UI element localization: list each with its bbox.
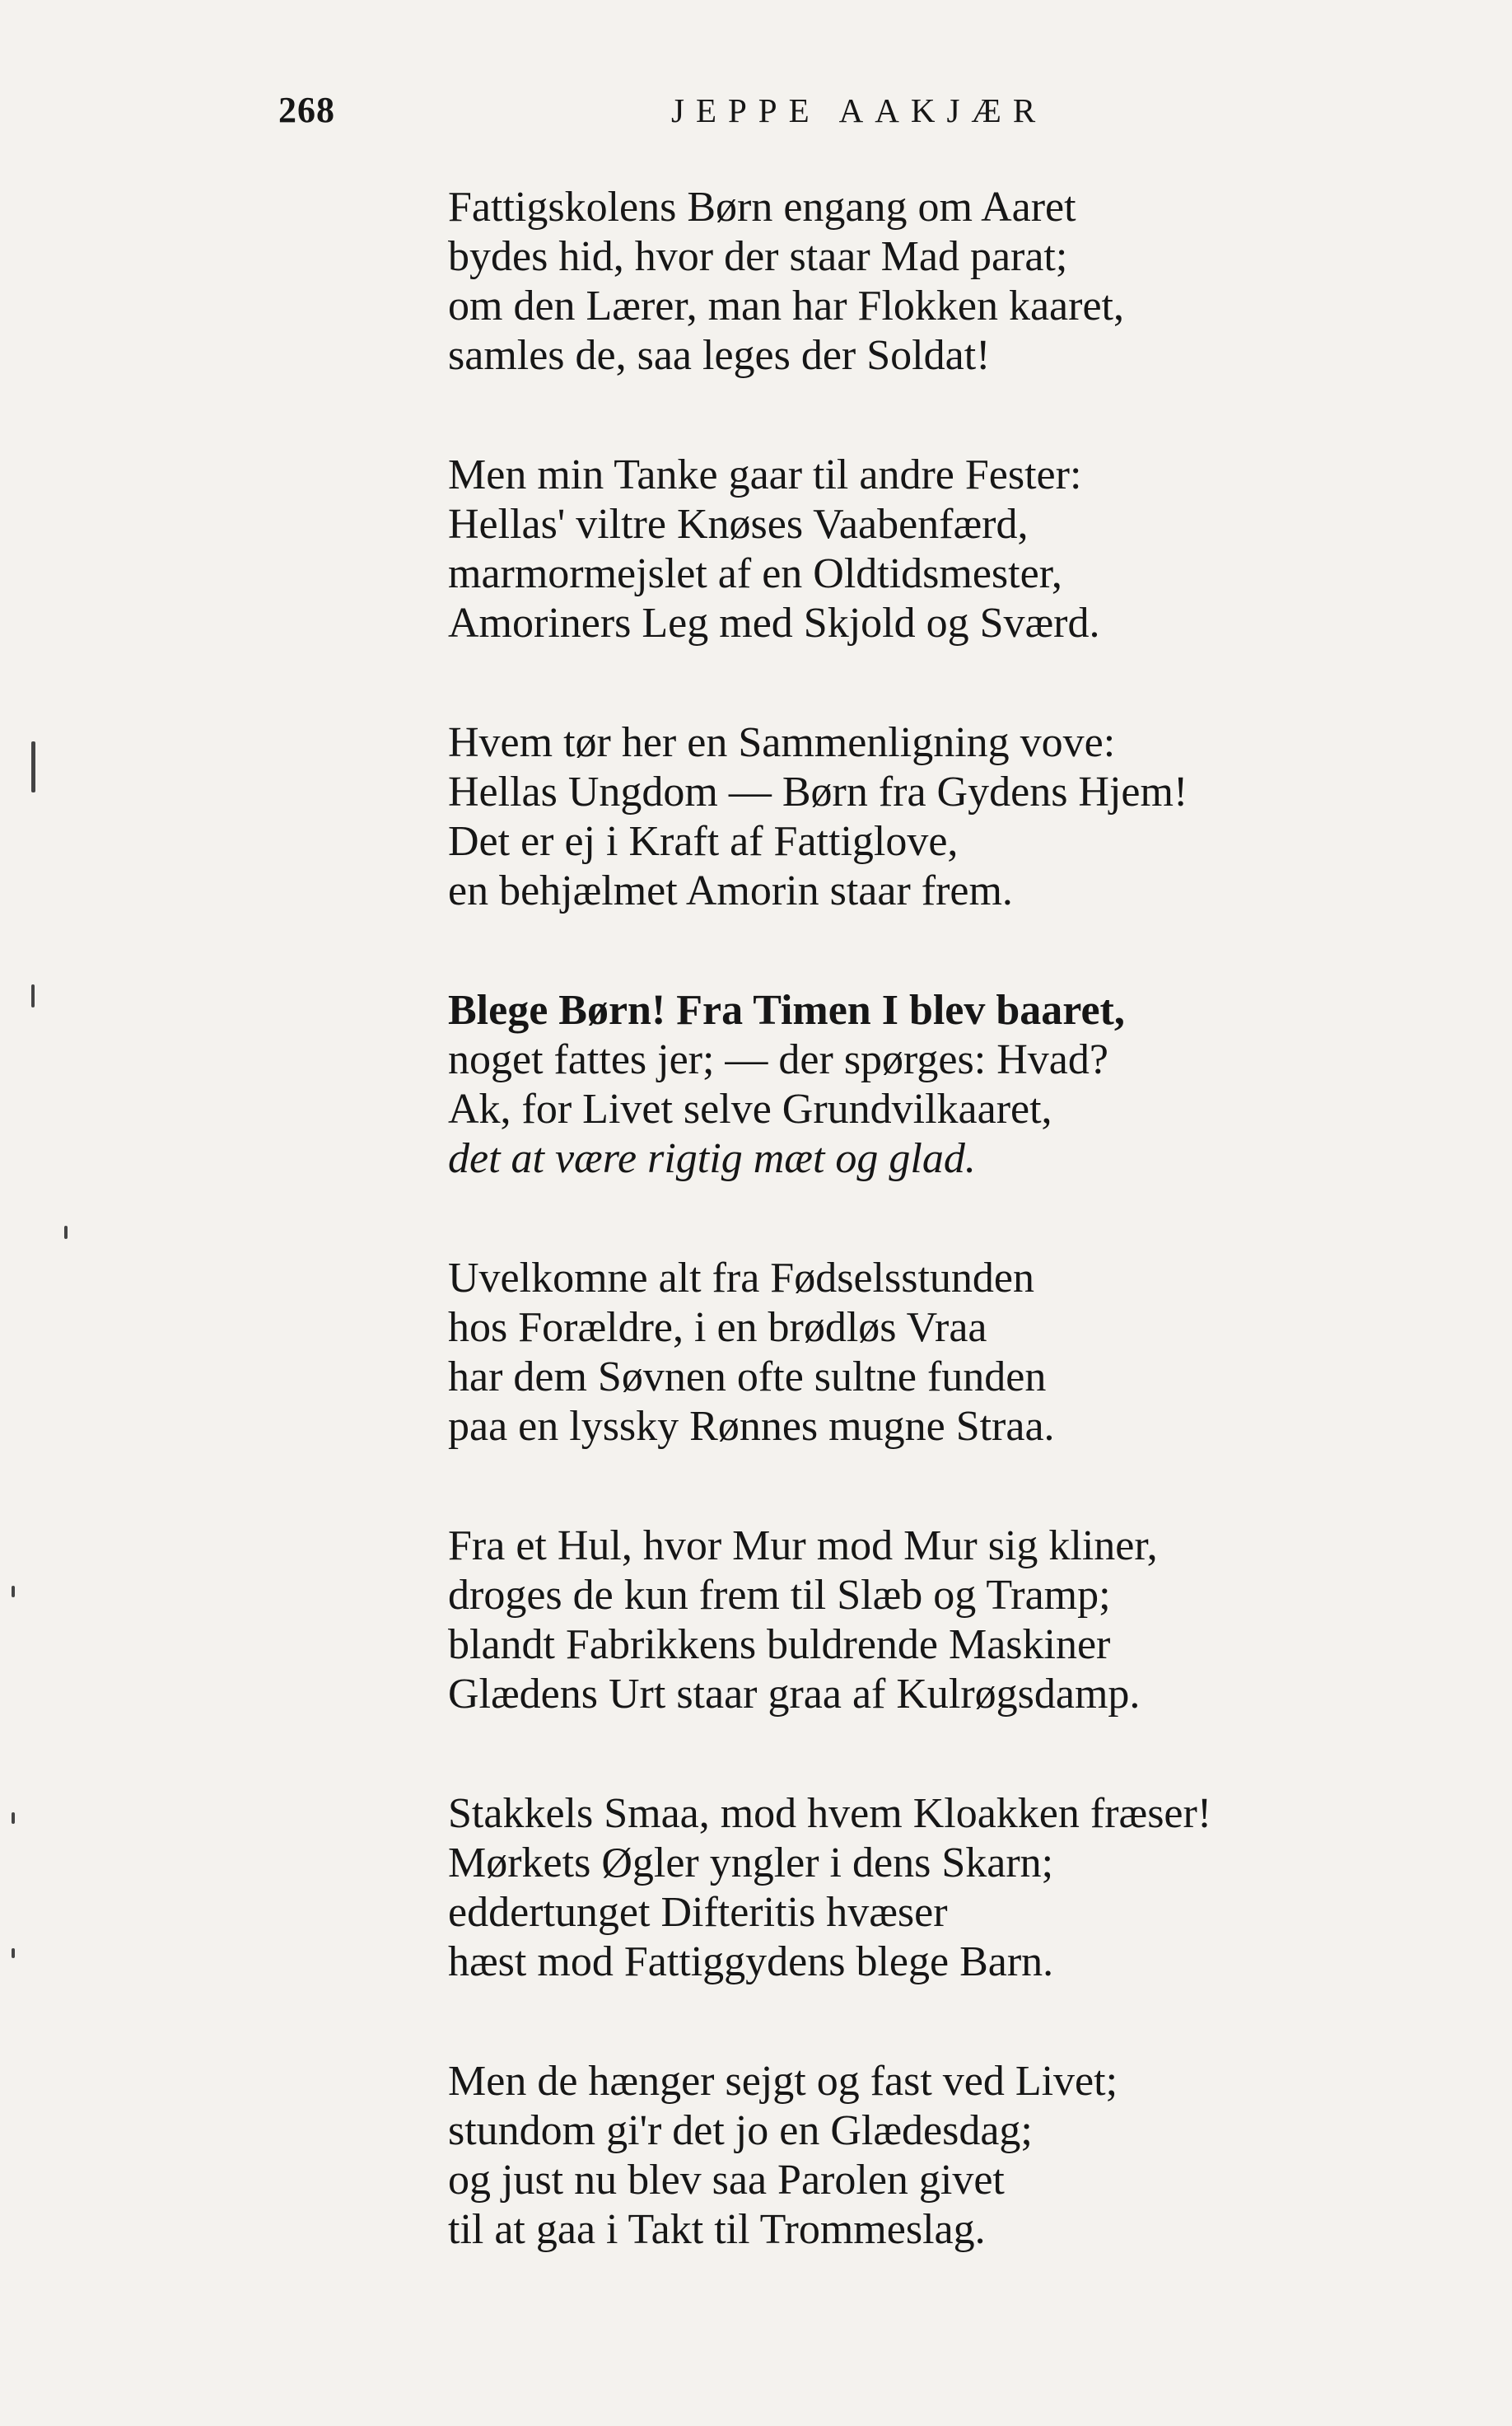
margin-speck — [31, 741, 35, 792]
margin-speck — [12, 1586, 15, 1597]
poem-line: eddertunget Difteritis hvæser — [448, 1889, 948, 1936]
stanza — [448, 718, 1436, 916]
stanza — [448, 183, 1436, 381]
poem-line: Uvelkomne alt fra Fødselsstunden — [448, 1255, 1034, 1302]
poem-line: hæst mod Fattiggydens blege Barn. — [448, 1938, 1054, 1985]
poem-line: en behjælmet Amorin staar frem. — [448, 867, 1013, 914]
stanza — [448, 1254, 1436, 1451]
margin-speck — [12, 1812, 15, 1824]
poem-line: Hellas' viltre Knøses Vaabenfærd, — [448, 501, 1029, 548]
poem-line: Mørkets Øgler yngler i dens Skarn; — [448, 1839, 1054, 1886]
running-head: JEPPE AAKJÆR — [671, 91, 1048, 129]
margin-speck — [31, 984, 35, 1007]
poem — [448, 183, 1436, 2325]
poem-line: Hvem tør her en Sammenligning vove: — [448, 719, 1116, 766]
poem-line: om den Lærer, man har Flokken kaaret, — [448, 283, 1124, 330]
poem-line: Men min Tanke gaar til andre Fester: — [448, 451, 1082, 498]
stanza — [448, 1522, 1436, 1719]
margin-speck — [12, 1948, 15, 1958]
poem-line: droges de kun frem til Slæb og Tramp; — [448, 1572, 1111, 1619]
poem-line: Fra et Hul, hvor Mur mod Mur sig kliner, — [448, 1522, 1158, 1569]
poem-line: har dem Søvnen ofte sultne funden — [448, 1353, 1047, 1400]
poem-line-italic: det at være rigtig mæt og glad. — [448, 1135, 976, 1182]
poem-line: Fattigskolens Børn engang om Aaret — [448, 184, 1076, 231]
stanza — [448, 2057, 1436, 2255]
margin-speck — [64, 1226, 68, 1239]
poem-line: blandt Fabrikkens buldrende Maskiner — [448, 1621, 1111, 1668]
poem-line: til at gaa i Takt til Trommeslag. — [448, 2206, 986, 2253]
poem-line: Glædens Urt staar graa af Kulrøgsdamp. — [448, 1671, 1141, 1718]
poem-line: Amoriners Leg med Skjold og Sværd. — [448, 600, 1100, 647]
poem-line: hos Forældre, i en brødløs Vraa — [448, 1304, 987, 1351]
poem-line: stundom gi'r det jo en Glædesdag; — [448, 2107, 1033, 2154]
poem-line: Blege Børn! Fra Timen I blev baaret, — [448, 987, 1125, 1034]
stanza — [448, 986, 1436, 1184]
poem-line: bydes hid, hvor der staar Mad parat; — [448, 233, 1068, 280]
stanza — [448, 1789, 1436, 1987]
poem-line: Ak, for Livet selve Grundvilkaaret, — [448, 1086, 1052, 1133]
poem-line: noget fattes jer; — der spørges: Hvad? — [448, 1036, 1108, 1083]
poem-line: marmormejslet af en Oldtidsmester, — [448, 550, 1062, 597]
stanza — [448, 451, 1436, 648]
poem-line: paa en lyssky Rønnes mugne Straa. — [448, 1403, 1055, 1450]
poem-line: Men de hænger sejgt og fast ved Livet; — [448, 2058, 1118, 2105]
poem-line: samles de, saa leges der Soldat! — [448, 332, 991, 379]
page-number: 268 — [278, 90, 335, 130]
poem-line: Hellas Ungdom — Børn fra Gydens Hjem! — [448, 769, 1188, 816]
poem-line: Det er ej i Kraft af Fattiglove, — [448, 818, 959, 865]
poem-line: Stakkels Smaa, mod hvem Kloakken fræser! — [448, 1790, 1212, 1837]
poem-line: og just nu blev saa Parolen givet — [448, 2157, 1005, 2204]
